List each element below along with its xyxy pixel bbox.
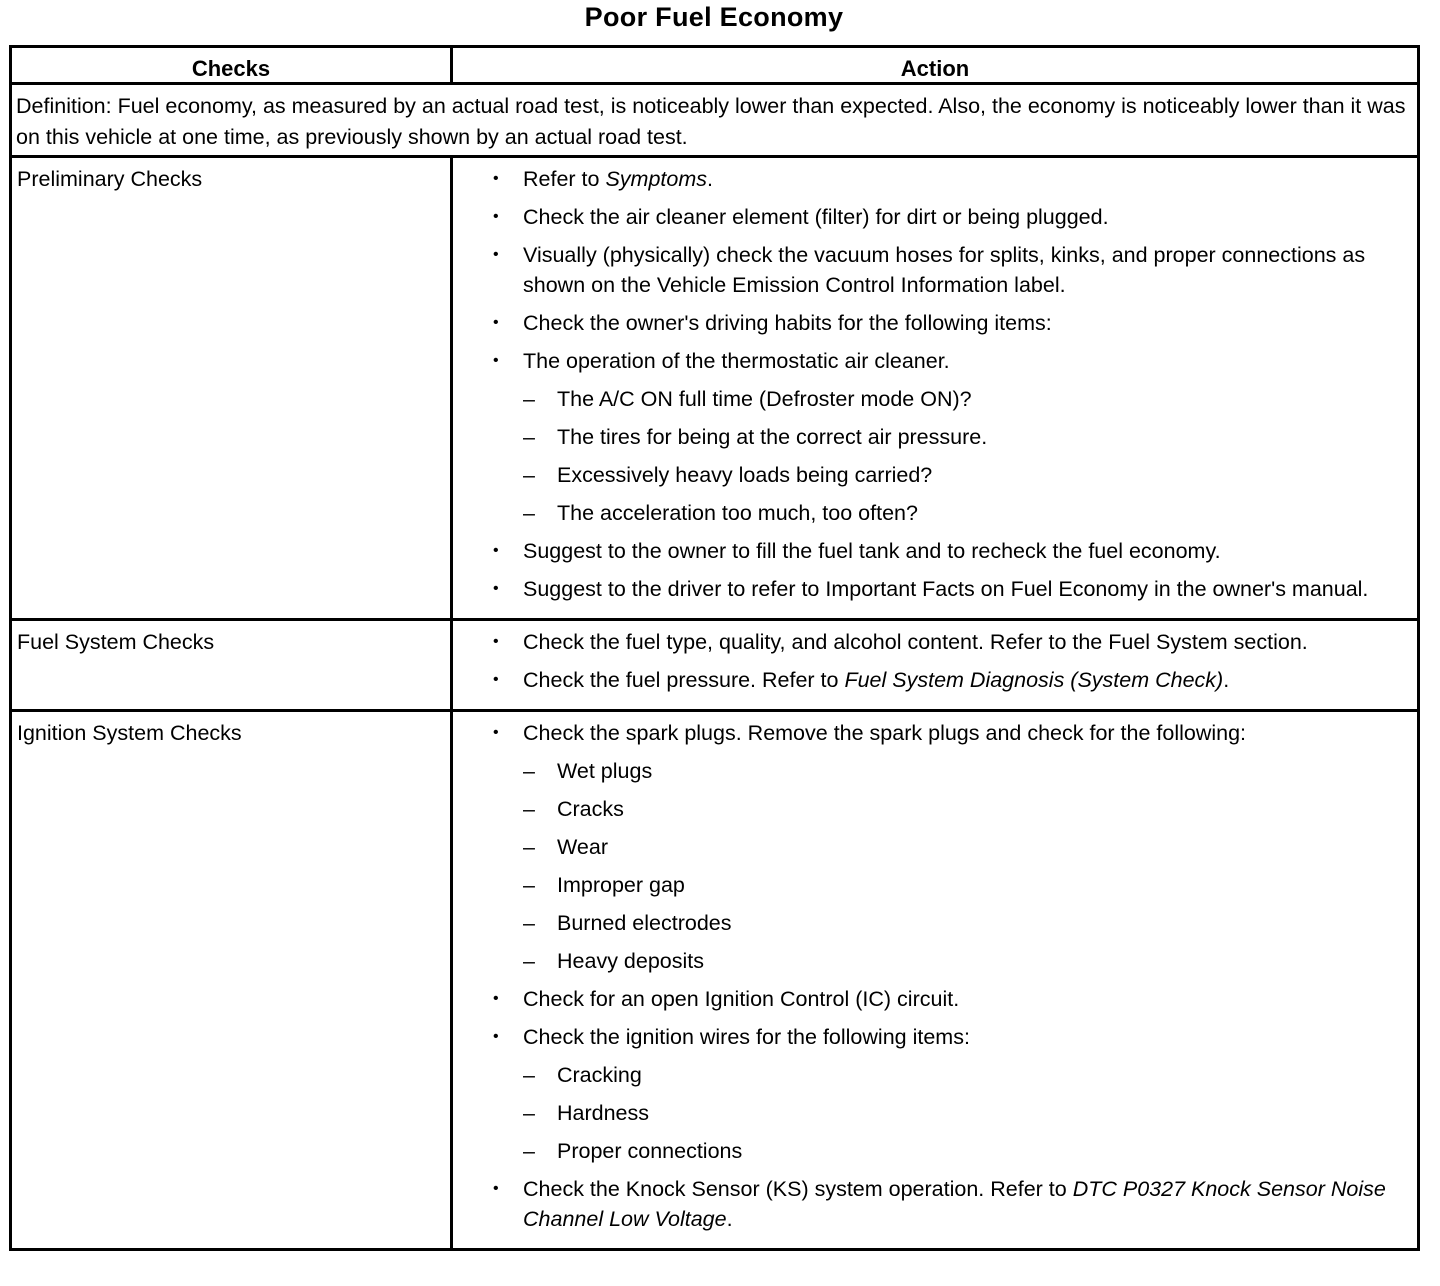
item-text: Check the ignition wires for the following items: [523, 1025, 970, 1049]
item-text: Hardness [557, 1101, 650, 1125]
item-text: The operation of the thermostatic air cleaner. [523, 349, 950, 373]
item-text: Wet plugs [557, 759, 653, 783]
item-text: Cracking [557, 1063, 642, 1087]
item-punctuation: . [726, 1207, 733, 1231]
list-item [483, 240, 1409, 300]
table-row [11, 711, 1419, 1250]
definition-row [11, 84, 1419, 157]
list-item [483, 346, 1409, 376]
item-text: Burned electrodes [557, 911, 732, 935]
item-reference: Symptoms [605, 167, 708, 191]
item-punctuation: . [707, 167, 713, 191]
table-row [11, 157, 1419, 620]
sub-item [483, 794, 1409, 824]
item-reference: DTC P0327 Knock Sensor Noise Channel Low Voltage [523, 1177, 1386, 1231]
item-text: Check the air cleaner element (filter) for dirt or being plugged. [523, 205, 1109, 229]
sub-item [483, 908, 1409, 938]
list-item [483, 574, 1409, 604]
table-header-row [11, 47, 1419, 84]
sub-item [483, 422, 1409, 452]
item-text: Suggest to the owner to fill the fuel tank and to recheck the fuel economy. [523, 539, 1221, 563]
item-text: Improper gap [557, 873, 685, 897]
item-text: The acceleration too much, too often? [557, 501, 918, 525]
action-list [483, 718, 1409, 1234]
sub-item [483, 384, 1409, 414]
item-text: Excessively heavy loads being carried? [557, 463, 933, 487]
item-text: The tires for being at the correct air pressure. [557, 425, 988, 449]
item-text: Check the fuel type, quality, and alcohol content. Refer to the Fuel System section. [523, 630, 1308, 654]
item-text: Check the owner's driving habits for the following items: [523, 311, 1052, 335]
list-item [483, 202, 1409, 232]
item-text: Check for an open Ignition Control (IC) circuit. [523, 987, 960, 1011]
table-row [11, 620, 1419, 711]
sub-item [483, 946, 1409, 976]
item-text: Wear [557, 835, 608, 859]
item-text: Suggest to the driver to refer to Important Facts on Fuel Economy in the owner's manual. [523, 577, 1369, 601]
check-category-label: Ignition System Checks [11, 711, 452, 1250]
page-title: Poor Fuel Economy [584, 2, 844, 32]
item-punctuation: . [1223, 668, 1230, 692]
sub-item [483, 460, 1409, 490]
item-text: Cracks [557, 797, 624, 821]
list-item [483, 164, 1409, 194]
action-list [483, 164, 1409, 604]
item-text: Visually (physically) check the vacuum hoses for splits, kinks, and proper connections as shown on the Vehicle Emission Control Information label. [523, 243, 1366, 297]
action-column-header: Action [452, 47, 1419, 84]
list-item [483, 984, 1409, 1014]
checks-column-header: Checks [11, 47, 452, 84]
list-item [483, 718, 1409, 748]
action-cell [452, 620, 1419, 711]
item-text: Check the Knock Sensor (KS) system operation. Refer to [523, 1177, 1073, 1201]
sub-item [483, 756, 1409, 786]
list-item [483, 665, 1409, 695]
list-item [483, 627, 1409, 657]
item-reference: Fuel System Diagnosis (System Check) [844, 668, 1224, 692]
sub-item [483, 1098, 1409, 1128]
list-item [483, 536, 1409, 566]
list-item [483, 1174, 1409, 1234]
item-text: Refer to [523, 167, 606, 191]
check-category-label: Fuel System Checks [11, 620, 452, 711]
sub-item [483, 1060, 1409, 1090]
item-text: Proper connections [557, 1139, 743, 1163]
sub-item [483, 832, 1409, 862]
check-category-label: Preliminary Checks [11, 157, 452, 620]
list-item [483, 1022, 1409, 1052]
item-text: Heavy deposits [557, 949, 704, 973]
sub-item [483, 1136, 1409, 1166]
sub-item [483, 870, 1409, 900]
sub-item [483, 498, 1409, 528]
item-text: The A/C ON full time (Defroster mode ON)? [557, 387, 972, 411]
list-item [483, 308, 1409, 338]
item-text: Check the fuel pressure. Refer to [523, 668, 845, 692]
item-text: Check the spark plugs. Remove the spark plugs and check for the following: [523, 721, 1247, 745]
action-cell [452, 711, 1419, 1250]
action-list [483, 627, 1409, 695]
diagnostic-table [9, 45, 1420, 1251]
action-cell [452, 157, 1419, 620]
definition-text: Definition: Fuel economy, as measured by an actual road test, is noticeably lower than expected. Also, the economy is noticeably lower than it was on this vehicle at one time, as previously shown by an actual road test. [11, 84, 1419, 157]
